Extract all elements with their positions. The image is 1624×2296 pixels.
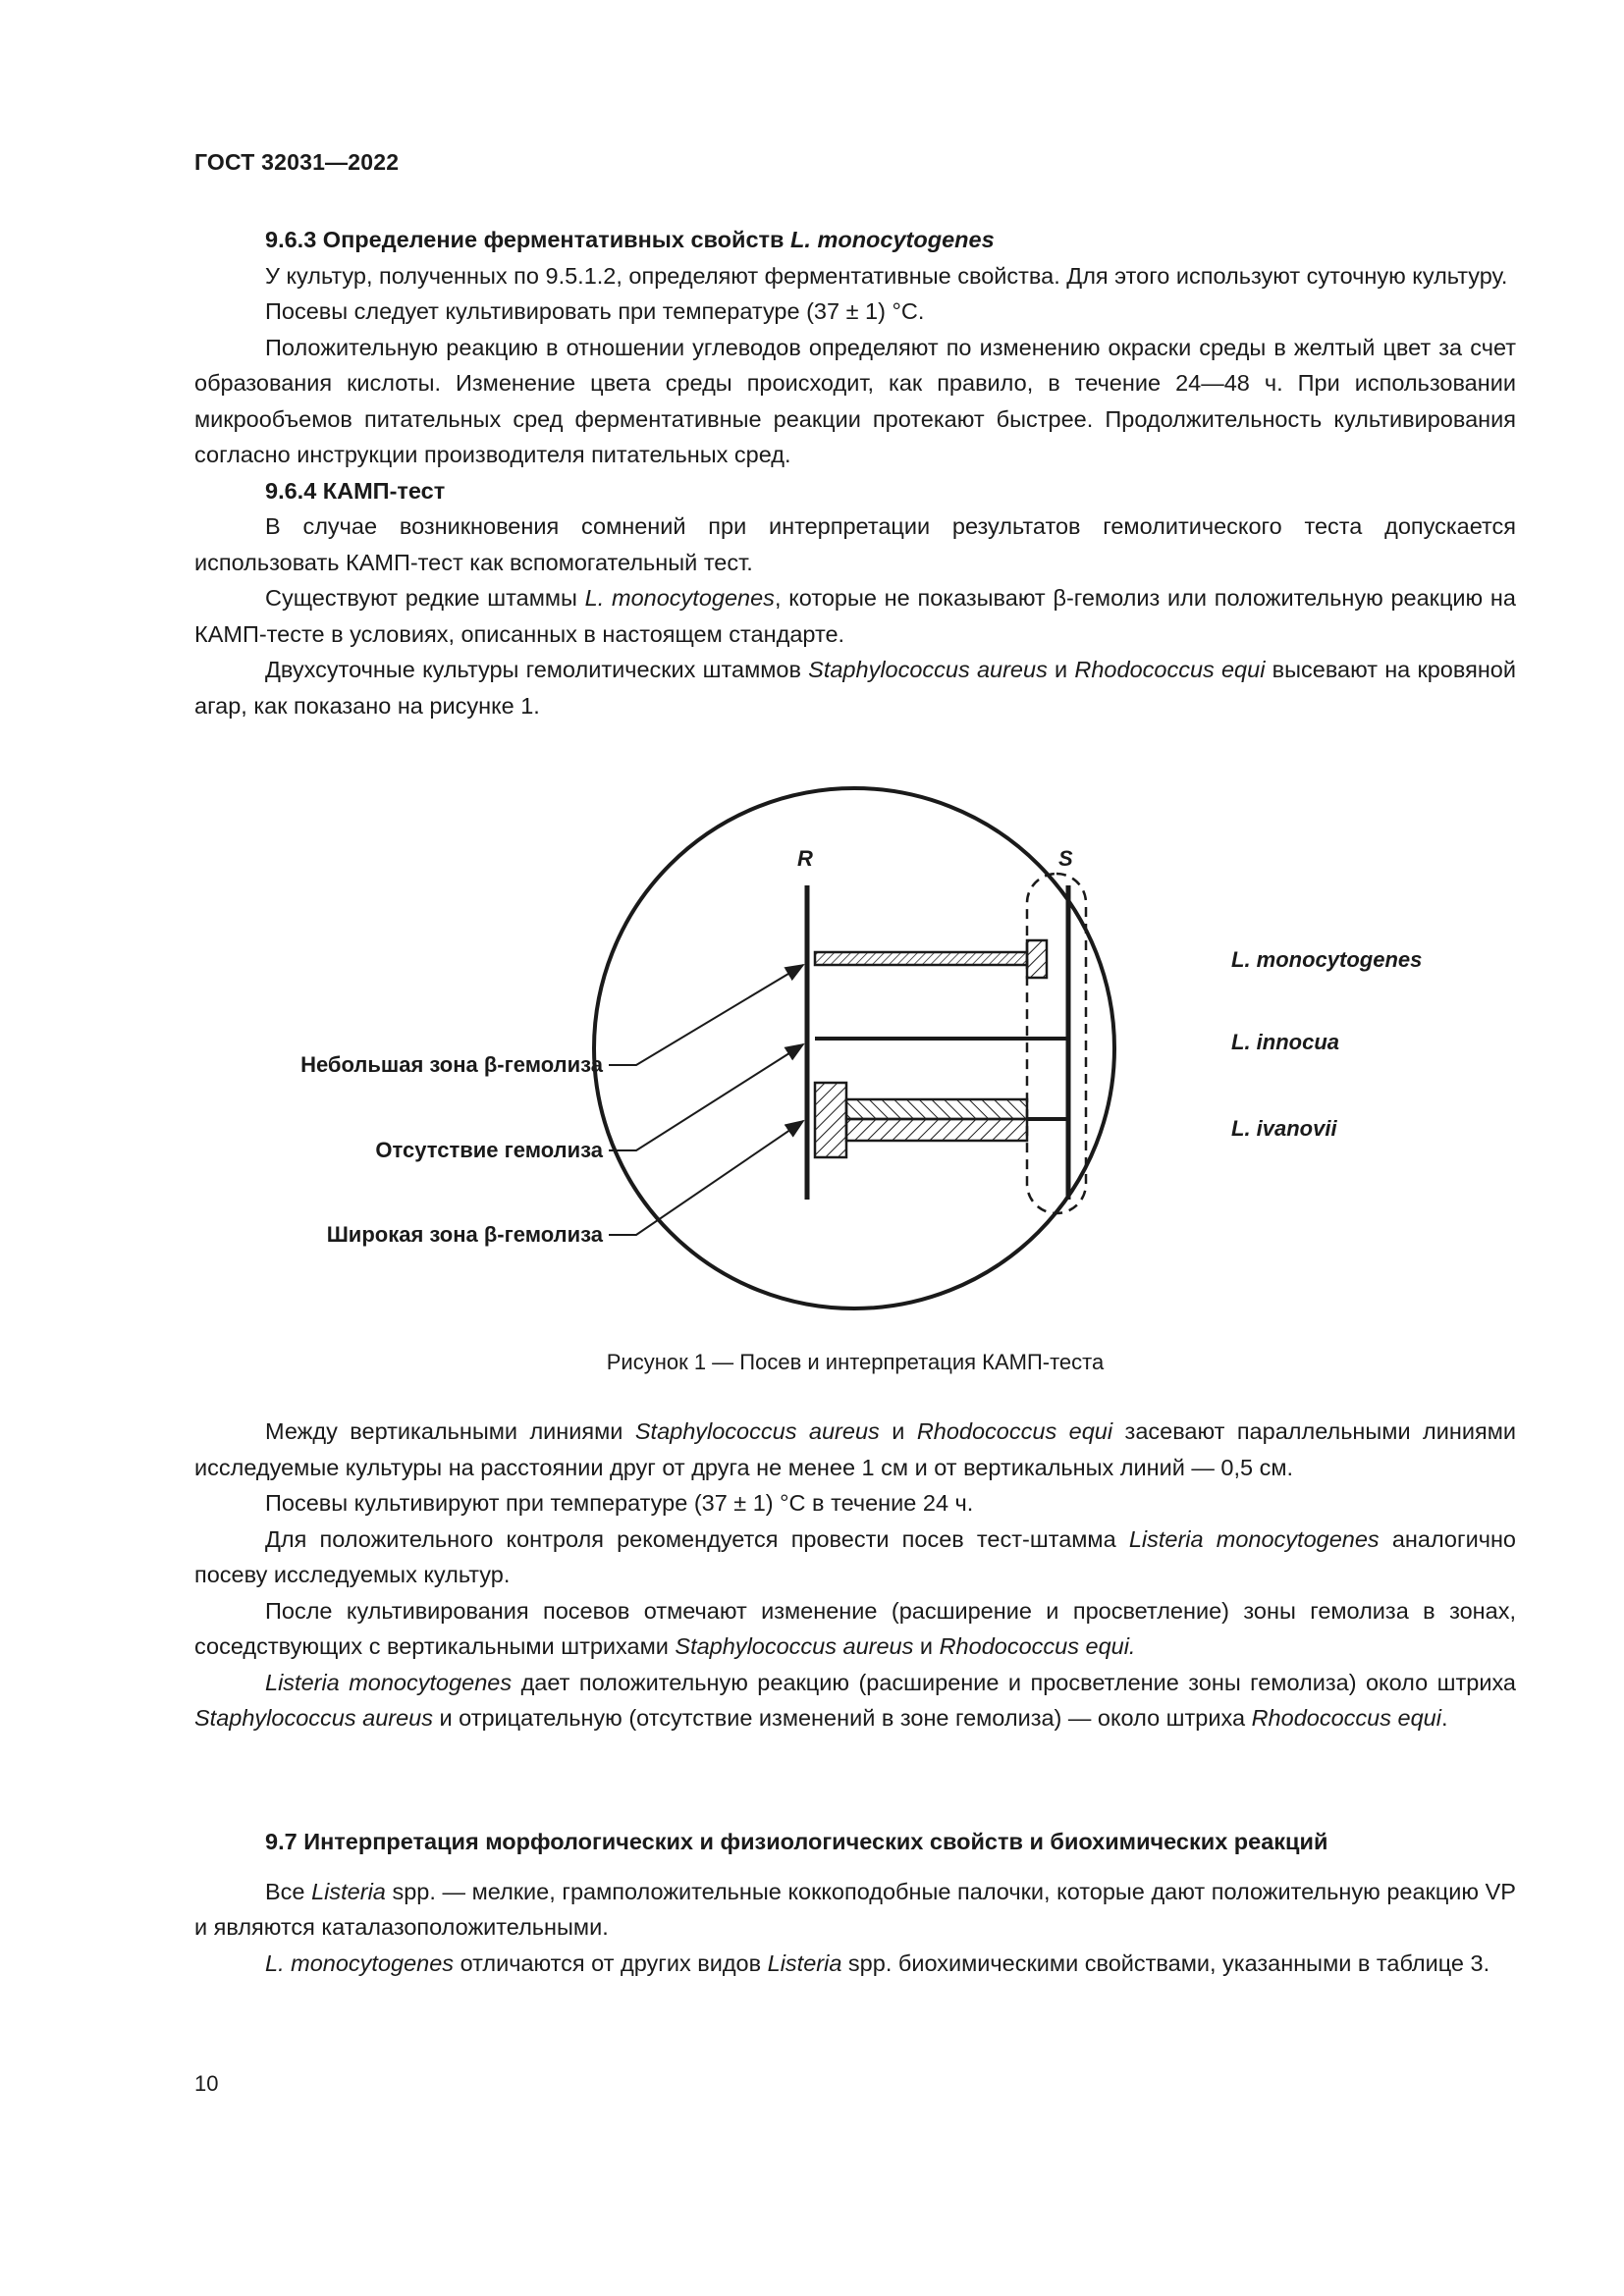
paragraph: Существуют редкие штаммы L. monocytogenes, которые не показывают β-гемолиз или положительную реакцию на КАМП-тесте в условиях, описанных в настоящем стандарте. bbox=[194, 585, 1516, 647]
label-no-hemolysis: Отсутствие гемолиза bbox=[375, 1138, 603, 1162]
section-heading-9-6-3: 9.6.3 Определение ферментативных свойств L. monocytogenes bbox=[265, 227, 995, 252]
paragraph: Посевы следует культивировать при температуре (37 ± 1) °C. bbox=[265, 298, 925, 324]
paragraph: Между вертикальными линиями Staphylococcus aureus и Rhodococcus equi засевают параллельными линиями исследуемые культуры на расстоянии друг от друга не менее 1 см и от вертикальных линий — 0,5 см. bbox=[194, 1418, 1516, 1480]
text-block-bottom bbox=[194, 1824, 1516, 1981]
label-r: R bbox=[797, 846, 813, 871]
text-block-top bbox=[194, 222, 1516, 723]
paragraph: Двухсуточные культуры гемолитических штаммов Staphylococcus aureus и Rhodococcus equi высевают на кровяной агар, как показано на рисунке 1. bbox=[194, 657, 1516, 719]
figure-caption: Рисунок 1 — Посев и интерпретация КАМП-теста bbox=[606, 1350, 1105, 1374]
paragraph: В случае возникновения сомнений при интерпретации результатов гемолитического теста допускается использовать КАМП-тест как вспомогательный тест. bbox=[194, 513, 1516, 575]
figure-camp-test bbox=[194, 775, 1516, 1335]
label-wide-beta-hemolysis: Широкая зона β-гемолиза bbox=[326, 1222, 603, 1247]
section-heading-9-7: 9.7 Интерпретация морфологических и физиологических свойств и биохимических реакций bbox=[265, 1829, 1328, 1854]
text-block-middle bbox=[194, 1414, 1516, 1736]
label-l-ivanovii: L. ivanovii bbox=[1231, 1116, 1337, 1141]
label-l-monocytogenes: L. monocytogenes bbox=[1231, 947, 1423, 972]
label-s: S bbox=[1058, 846, 1073, 871]
paragraph: Listeria monocytogenes дает положительную реакцию (расширение и просветление зоны гемолиза) около штриха Staphylococcus aureus и отрицательную (отсутствие изменений в зоне гемолиза) — около штриха Rhodococcus equi. bbox=[194, 1669, 1516, 1731]
label-l-innocua: L. innocua bbox=[1231, 1030, 1339, 1054]
paragraph: Все Listeria spp. — мелкие, грамположительные коккоподобные палочки, которые дают положительную реакцию VP и являются каталазоположительными. bbox=[194, 1878, 1516, 1940]
paragraph: После культивирования посевов отмечают изменение (расширение и просветление) зоны гемолиза в зонах, соседствующих с вертикальными штрихами Staphylococcus aureus и Rhodococcus equi. bbox=[194, 1597, 1516, 1659]
paragraph: У культур, полученных по 9.5.1.2, определяют ферментативные свойства. Для этого используют суточную культуру. bbox=[265, 262, 1508, 289]
petri-dish-outline bbox=[594, 788, 1114, 1308]
section-heading-9-6-4: 9.6.4 КАМП-тест bbox=[265, 477, 446, 504]
page-number: 10 bbox=[194, 2071, 219, 2096]
paragraph: L. monocytogenes отличаются от других видов Listeria spp. биохимическими свойствами, указанными в таблице 3. bbox=[265, 1949, 1490, 1976]
paragraph: Посевы культивируют при температуре (37 ± 1) °C в течение 24 ч. bbox=[265, 1490, 974, 1516]
paragraph: Для положительного контроля рекомендуется провести посев тест-штамма Listeria monocytogenes аналогично посеву исследуемых культур. bbox=[194, 1525, 1516, 1587]
label-small-beta-hemolysis: Небольшая зона β-гемолиза bbox=[300, 1052, 603, 1077]
paragraph: Положительную реакцию в отношении углеводов определяют по изменению окраски среды в желтый цвет за счет образования кислоты. Изменение цвета среды происходит, как правило, в течение 24—48 ч. При использовании микрообъемов питательных сред ферментативные реакции протекают быстрее. Продолжительность культивирования согласно инструкции производителя питательных сред. bbox=[194, 334, 1516, 467]
document-id-header: ГОСТ 32031—2022 bbox=[194, 149, 400, 175]
